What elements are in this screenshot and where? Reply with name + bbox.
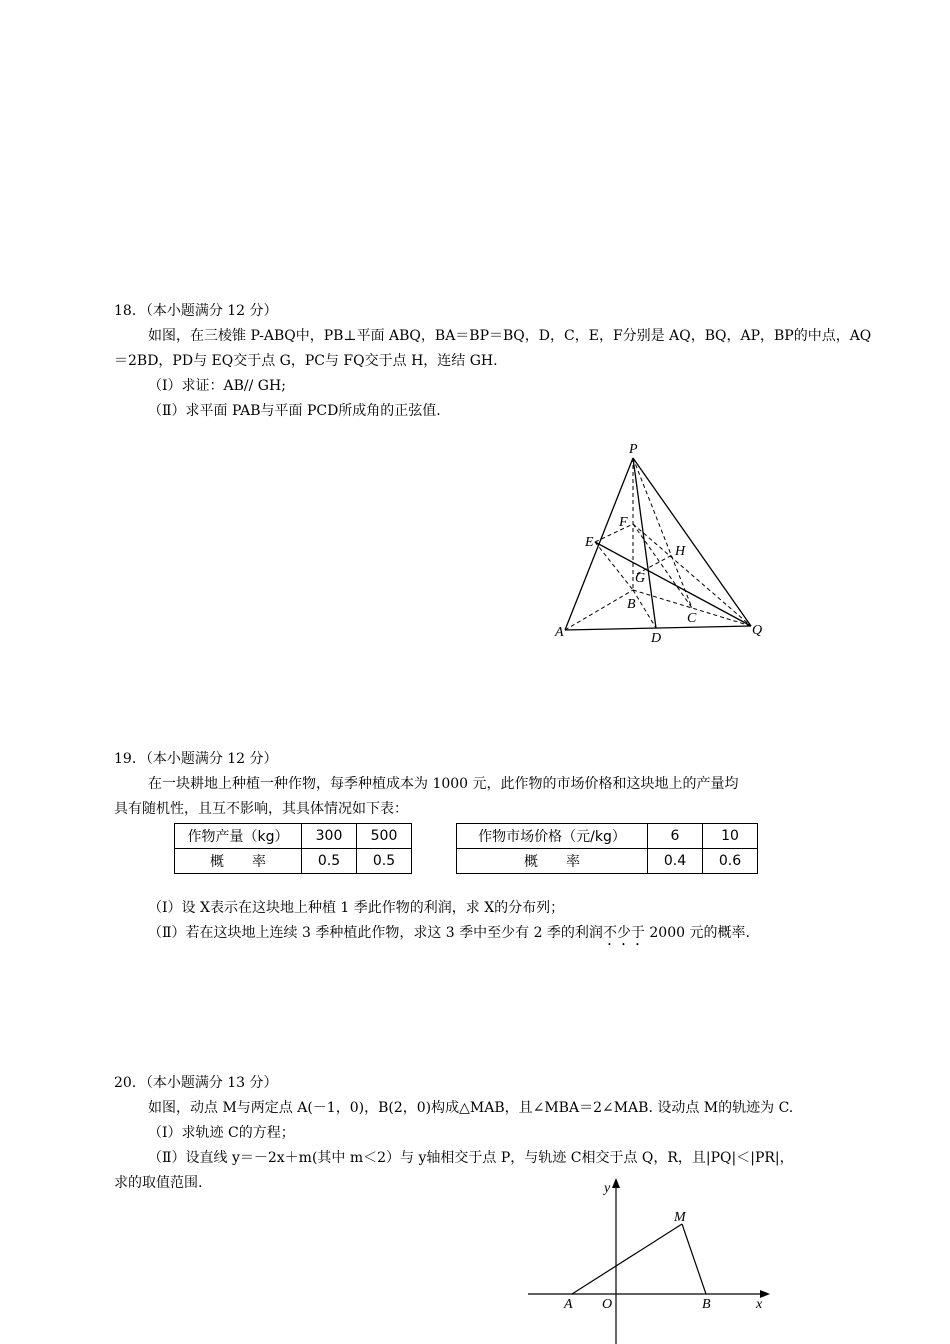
q20-line1: 如图，动点 M与两定点 A(－1，0)，B(2，0)构成△MAB，且∠MBA＝2∠MAB. 设动点 M的轨迹为 C. [148, 1100, 794, 1116]
label-C: C [687, 611, 697, 626]
yield-prob-1: 0.5 [302, 849, 357, 874]
label-G: G [635, 571, 646, 586]
yield-value-2: 500 [357, 824, 412, 849]
q19-part1: （Ⅰ）设 X表示在这块地上种植 1 季此作物的利润，求 X的分布列； [148, 900, 565, 916]
q18-line2: ＝2BD，PD与 EQ交于点 G，PC与 FQ交于点 H，连结 GH. [114, 353, 498, 369]
label-M: M [674, 1210, 686, 1225]
q19-part2 [148, 922, 750, 949]
q19-part2-c: 2000 元的概率. [644, 925, 750, 941]
q18-header: 18．（本小题满分 12 分） [114, 303, 278, 319]
yield-prob-2: 0.5 [357, 849, 412, 874]
q18-part1: （Ⅰ）求证：AB// GH; [148, 378, 286, 394]
q18-line1: 如图，在三棱锥 P-ABQ中，PB⊥平面 ABQ，BA＝BP＝BQ，D，C，E，F分别是 AQ，BQ，AP，BP的中点，AQ [148, 328, 872, 344]
label-B2: B [702, 1297, 711, 1312]
q20-coordinate-figure [520, 1176, 780, 1344]
q19-line2: 具有随机性，且互不影响，其具体情况如下表： [114, 801, 408, 817]
q20-line-last: 求的取值范围. [114, 1175, 203, 1191]
label-y-axis: y [604, 1181, 611, 1196]
label-P: P [629, 442, 638, 457]
label-D: D [651, 631, 662, 646]
price-prob-2: 0.6 [703, 849, 758, 874]
label-A2: A [564, 1297, 573, 1312]
q19-price-table [456, 823, 758, 874]
label-F: F [619, 515, 628, 530]
label-A: A [555, 625, 564, 640]
yield-value-1: 300 [302, 824, 357, 849]
q20-header: 20．（本小题满分 13 分） [114, 1075, 278, 1091]
q19-header: 19．（本小题满分 12 分） [114, 751, 278, 767]
label-H: H [675, 544, 686, 559]
q20-part1: （Ⅰ）求轨迹 C的方程； [148, 1125, 295, 1141]
price-value-1: 6 [648, 824, 703, 849]
price-header: 作物市场价格（元/kg） [457, 824, 648, 849]
yield-prob-label: 概 率 [175, 849, 302, 874]
q19-line1: 在一块耕地上种植一种作物，每季种植成本为 1000 元，此作物的市场价格和这块地上的产量均 [148, 776, 739, 792]
price-prob-1: 0.4 [648, 849, 703, 874]
q19-yield-table [174, 823, 412, 874]
q20-part2: （Ⅱ）设直线 y＝－2x＋m(其中 m＜2）与 y轴相交于点 P，与轨迹 C相交于点 Q，R，且|PQ|＜|PR|， [148, 1150, 794, 1166]
price-value-2: 10 [703, 824, 758, 849]
q19-part2-a: （Ⅱ）若在这块地上连续 3 季种植此作物，求这 3 季中至少有 2 季的利润 [148, 925, 603, 941]
label-O: O [602, 1297, 613, 1312]
q19-part2-emphasis: 不少于 [602, 925, 645, 941]
label-Q: Q [752, 623, 763, 638]
label-x-axis: x [756, 1297, 763, 1312]
label-E: E [585, 535, 594, 550]
q18-part2: （Ⅱ）求平面 PAB与平面 PCD所成角的正弦值. [148, 403, 441, 419]
label-B: B [627, 597, 636, 612]
q18-pyramid-figure [545, 438, 785, 648]
yield-header: 作物产量（kg） [175, 824, 302, 849]
price-prob-label: 概 率 [457, 849, 648, 874]
